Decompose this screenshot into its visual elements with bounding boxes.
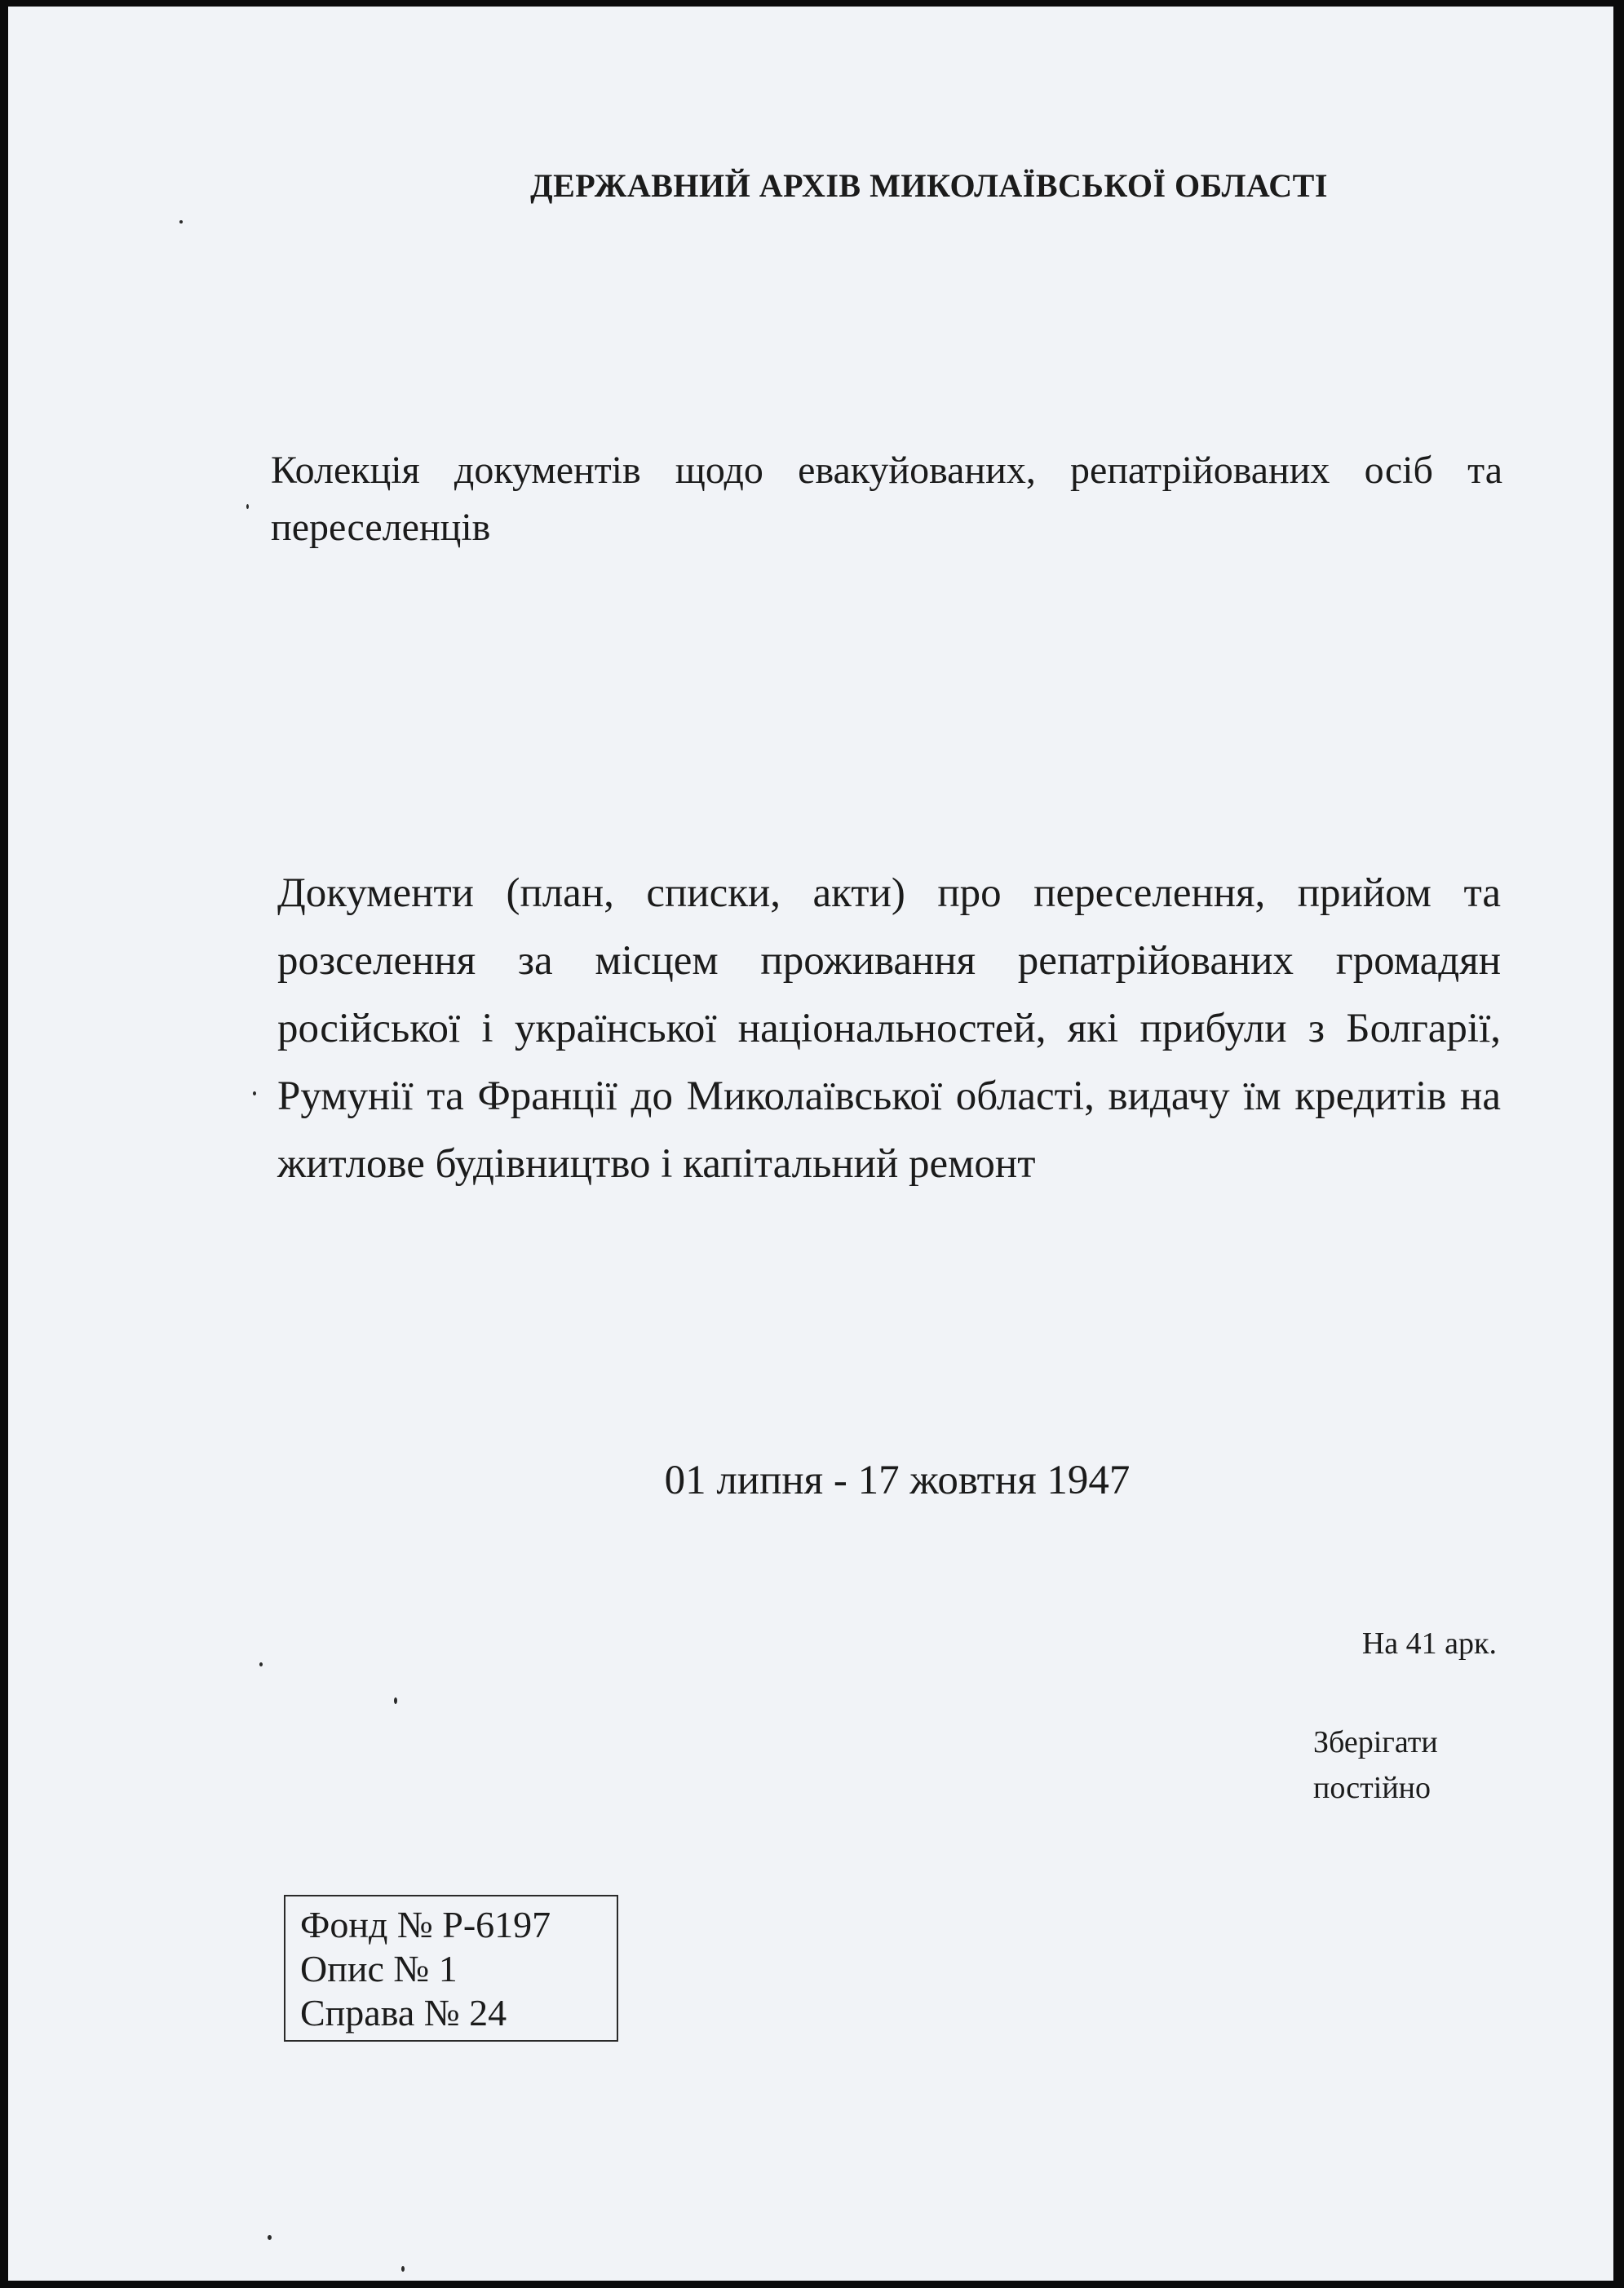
storage-note <box>1313 1719 1438 1811</box>
scan-speck <box>268 2235 272 2240</box>
fond-number: Фонд № Р-6197 <box>300 1904 551 1945</box>
date-range-text: 01 липня - 17 жовтня 1947 <box>664 1458 1131 1503</box>
scan-speck <box>179 220 183 223</box>
storage-line-1: Зберігати <box>1313 1725 1438 1759</box>
collection-title: Колекція документів щодо евакуйованих, репатрійованих осіб та переселенців <box>271 449 1502 549</box>
scan-speck <box>246 504 249 509</box>
sheet-count: На 41 арк. <box>1361 1626 1497 1661</box>
sprava-number: Справа № 24 <box>300 1992 507 2034</box>
document-page <box>8 7 1613 2281</box>
storage-line-2: постійно <box>1313 1771 1431 1805</box>
case-description: Документи (план, списки, акти) про переселення, прийом та розселення за місцем проживання репатрійованих громадян російської і української національностей, які прибули з Болгарії, Румунії та Франції до Миколаївської області, видачу їм кредитів на житлове будівництво і капітальний ремонт <box>277 870 1501 1187</box>
archive-header <box>8 166 1613 205</box>
scan-speck <box>401 2266 405 2272</box>
date-range <box>8 1457 1613 1504</box>
scan-speck <box>394 1697 397 1704</box>
opys-number: Опис № 1 <box>300 1948 458 1989</box>
archive-reference-box <box>284 1895 618 2042</box>
scan-speck <box>253 1091 256 1095</box>
scan-speck <box>259 1662 263 1666</box>
archive-name: ДЕРЖАВНИЙ АРХІВ МИКОЛАЇВСЬКОЇ ОБЛАСТІ <box>530 167 1328 204</box>
